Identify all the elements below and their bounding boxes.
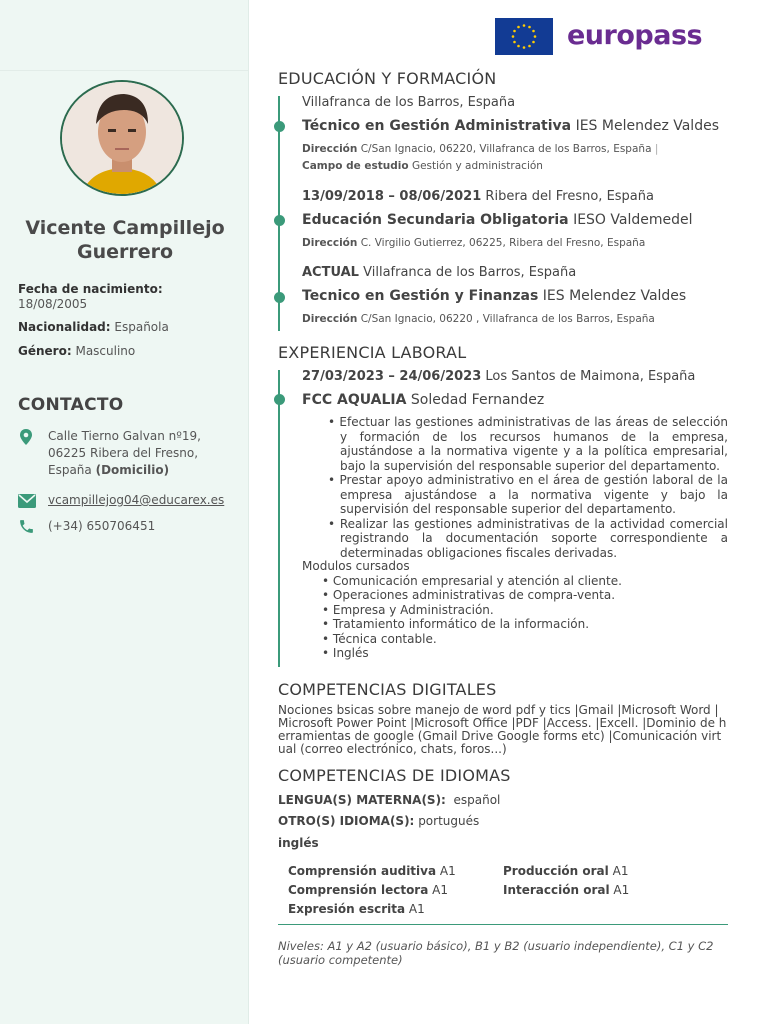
timeline-dot	[274, 121, 285, 132]
timeline-dot	[274, 215, 285, 226]
mother-tongue-value: español	[453, 793, 501, 807]
profile-photo	[60, 80, 184, 196]
eu-flag-icon	[495, 18, 553, 55]
module-item: • Inglés	[322, 646, 369, 660]
education-field: Gestión y administración	[411, 160, 543, 172]
address-label: Dirección	[302, 237, 358, 249]
skill-reading: Comprensión lectora A1	[288, 883, 448, 897]
experience-title: EXPERIENCIA LABORAL	[278, 343, 467, 362]
skill-spoken-production: Producción oral A1	[503, 864, 629, 878]
education-degree: Técnico en Gestión Administrativa	[302, 118, 572, 134]
experience-entry	[302, 368, 732, 409]
modules-label: Modulos cursados	[302, 559, 410, 573]
experience-date: 27/03/2023 – 24/06/2023	[302, 369, 482, 384]
education-place: Ribera del Fresno, España	[485, 189, 654, 204]
other-languages	[278, 814, 479, 828]
digital-title: COMPETENCIAS DIGITALES	[278, 680, 497, 699]
address-label: Dirección	[302, 143, 358, 155]
experience-timeline	[278, 370, 280, 667]
module-item: • Tratamiento informático de la información.	[322, 617, 590, 631]
education-date: ACTUAL	[302, 265, 359, 280]
email-icon	[18, 492, 38, 510]
task-item: • Efectuar las gestiones administrativas de las áreas de selección y formación de los recursos humanos de la empresa, ajustándose a la normativa vigente y a la política empresarial, bajo la supervisión del responsable superior del departamento.	[328, 415, 728, 473]
timeline-dot	[274, 394, 285, 405]
gender	[18, 344, 135, 359]
language-name: inglés	[278, 836, 319, 850]
sidebar-top-band	[0, 0, 248, 71]
module-item: • Técnica contable.	[322, 631, 437, 646]
education-address: C. Virgilio Gutierrez, 06225, Ribera del Fresno, España	[360, 237, 646, 249]
nationality-label: Nacionalidad:	[18, 320, 111, 334]
europass-logo-text: europass	[567, 20, 703, 51]
contact-title: CONTACTO	[18, 395, 124, 415]
other-languages-value: portugués	[418, 814, 480, 828]
education-institution: IES Melendez Valdes	[575, 118, 719, 134]
education-institution: IES Melendez Valdes	[542, 288, 687, 304]
education-institution: IESO Valdemedel	[573, 212, 693, 228]
phone-text: (+34) 650706451	[48, 519, 156, 533]
education-date: 13/09/2018 – 08/06/2021	[302, 189, 482, 204]
other-languages-label: OTRO(S) IDIOMA(S):	[278, 814, 415, 828]
contact-address	[18, 428, 238, 483]
education-entry	[302, 264, 732, 326]
skill-listening: Comprensión auditiva A1	[288, 864, 456, 878]
birth-date	[18, 282, 163, 312]
levels-note: Niveles: A1 y A2 (usuario básico), B1 y B2 (usuario independiente), C1 y C2 (usuario competente)	[278, 939, 714, 967]
education-degree: Tecnico en Gestión y Finanzas	[302, 288, 539, 304]
task-item: • Prestar apoyo administrativo en el área de gestión laboral de la empresa ajustándose a la normativa vigente y bajo la supervisión del responsable superior del departamento.	[328, 473, 728, 516]
birth-date-value: 18/08/2005	[18, 297, 88, 311]
timeline-dot	[274, 292, 285, 303]
education-entry: Villafranca de los Barros, España Técnico en Gestión Administrativa IES Melendez Valdes Dirección C/San Ignacio, 06220, Villafranca de los Barros, España | Campo de estudio Gestión y administración	[302, 94, 732, 173]
gender-value: Masculino	[75, 344, 136, 358]
address-label: Dirección	[302, 313, 358, 325]
contact-email	[18, 492, 238, 510]
gender-label: Género:	[18, 344, 72, 358]
mother-tongue	[278, 793, 500, 807]
module-item: • Empresa y Administración.	[322, 602, 494, 617]
experience-tasks	[318, 415, 728, 560]
education-degree: Educación Secundaria Obligatoria	[302, 212, 569, 228]
task-item: • Realizar las gestiones administrativas de la actividad comercial registrando la documentación soporte correspondiente a determinadas obligaciones fiscales derivadas.	[328, 516, 728, 560]
location-icon	[18, 428, 38, 446]
email-link[interactable]: vcampillejog04@educarex.es	[48, 493, 225, 507]
divider	[278, 924, 728, 925]
experience-person: Soledad Fernandez	[410, 392, 545, 408]
education-title: EDUCACIÓN Y FORMACIÓN	[278, 69, 497, 88]
education-address: C/San Ignacio, 06220 , Villafranca de los Barros, España	[360, 313, 655, 325]
mother-tongue-label: LENGUA(S) MATERNA(S):	[278, 793, 446, 807]
address-text: Calle Tierno Galvan nº19, 06225 Ribera del Fresno, España	[48, 429, 201, 477]
skill-spoken-interaction: Interacción oral A1	[503, 883, 630, 897]
skill-writing: Expresión escrita A1	[288, 902, 425, 916]
birth-date-label: Fecha de nacimiento:	[18, 282, 163, 296]
languages-title: COMPETENCIAS DE IDIOMAS	[278, 766, 511, 785]
modules-list	[302, 559, 712, 661]
contact-phone	[18, 518, 238, 536]
module-item: • Comunicación empresarial y atención al cliente.	[322, 573, 622, 588]
education-entry	[302, 188, 732, 250]
europass-logo	[495, 18, 705, 56]
nationality-value: Española	[114, 320, 169, 334]
nationality	[18, 320, 169, 335]
digital-skills-text: Nociones bsicas sobre manejo de word pdf y tics |Gmail |Microsoft Word |Microsoft Power Point |Microsoft Office |PDF |Access. |Excell. |Dominio de herramientas de google (Gmail Drive Google forms etc) |Comunicación virtual (correo electrónico, chats, foros...)	[278, 703, 727, 756]
experience-company: FCC AQUALIA	[302, 392, 407, 408]
phone-icon	[18, 518, 38, 536]
education-place: Villafranca de los Barros, España	[302, 95, 516, 110]
module-item: • Operaciones administrativas de compra-venta.	[322, 588, 616, 602]
education-place: Villafranca de los Barros, España	[363, 265, 577, 280]
profile-name: Vicente Campillejo Guerrero	[25, 217, 225, 263]
address-type: (Domicilio)	[95, 463, 170, 477]
field-label: Campo de estudio	[302, 160, 409, 172]
avatar-image	[62, 82, 182, 194]
experience-place: Los Santos de Maimona, España	[485, 369, 696, 384]
education-address: C/San Ignacio, 06220, Villafranca de los Barros, España	[360, 143, 652, 155]
